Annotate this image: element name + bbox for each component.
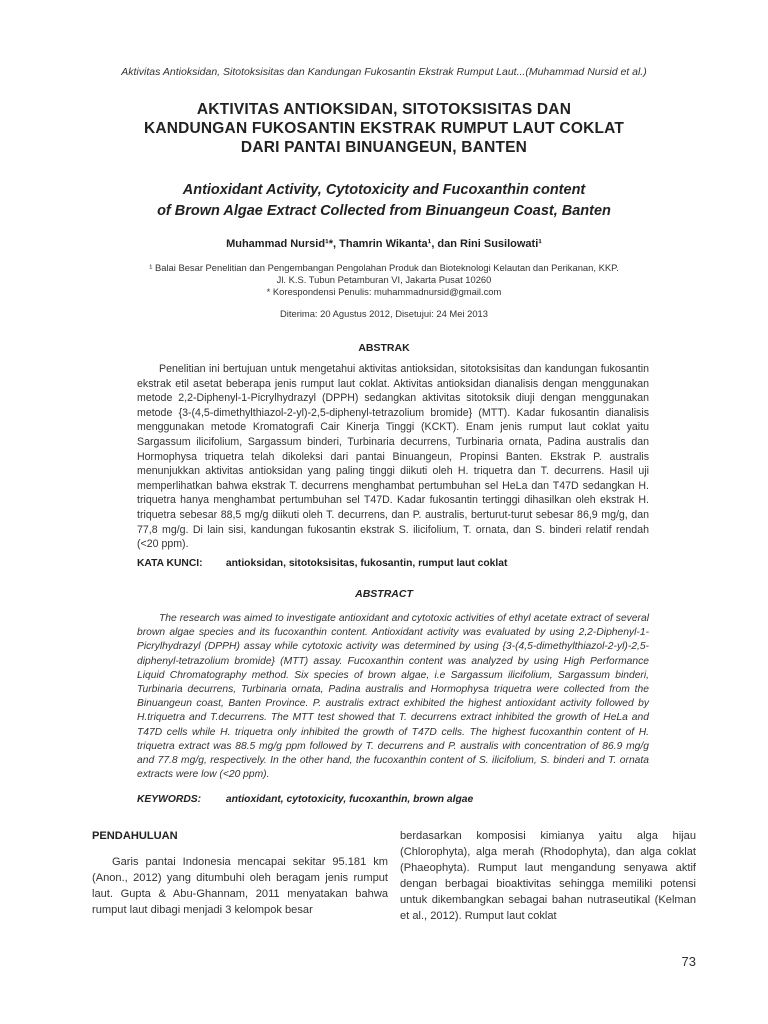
keywords-value: antioxidant, cytotoxicity, fucoxanthin, brown algae xyxy=(225,794,474,805)
affiliation-line: * Korespondensi Penulis: muhammadnursid@gmail.com xyxy=(266,286,502,297)
affiliation xyxy=(60,262,708,298)
intro-right-column xyxy=(400,828,696,924)
title-english xyxy=(60,180,708,222)
keywords-label: KEYWORDS: xyxy=(137,794,202,805)
abstract-body xyxy=(137,612,649,782)
title-id-line: AKTIVITAS ANTIOKSIDAN, SITOTOKSISITAS DAN xyxy=(196,101,572,118)
keywords xyxy=(137,794,473,805)
intro-left-column xyxy=(92,828,388,918)
running-head: Aktivitas Antioksidan, Sitotoksisitas dan Kandungan Fukosantin Ekstrak Rumput Laut...(Muhammad Nursid et al.) xyxy=(121,66,647,78)
intro-heading: PENDAHULUAN xyxy=(92,830,178,842)
title-id-line: KANDUNGAN FUKOSANTIN EKSTRAK RUMPUT LAUT COKLAT xyxy=(143,120,625,137)
abstrak-heading: ABSTRAK xyxy=(358,342,410,354)
abstrak-body xyxy=(137,362,649,552)
abstract-heading: ABSTRACT xyxy=(355,588,413,600)
intro-paragraph-continued: berdasarkan komposisi kimianya yaitu alga hijau (Chlorophyta), alga merah (Rhodophyta), dan alga coklat (Phaeophyta). Rumput laut mengandung senyawa aktif dengan berbagai bioaktivitas sehingga memiliki potensi untuk dikembangkan sebagai bahan nutraseutikal (Kelman et al., 2012). Rumput laut coklat xyxy=(400,830,696,922)
authors: Muhammad Nursid¹*, Thamrin Wikanta¹, dan Rini Susilowati¹ xyxy=(226,238,542,250)
title-id-line: DARI PANTAI BINUANGEUN, BANTEN xyxy=(240,139,528,156)
received-dates: Diterima: 20 Agustus 2012, Disetujui: 24 Mei 2013 xyxy=(280,308,488,319)
page-number: 73 xyxy=(681,954,696,969)
affiliation-line: ¹ Balai Besar Penelitian dan Pengembangan Pengolahan Produk dan Bioteknologi Kelautan dan Perikanan, KKP. xyxy=(149,262,619,273)
title-indonesian xyxy=(60,100,708,157)
affiliation-line: Jl. K.S. Tubun Petamburan VI, Jakarta Pusat 10260 xyxy=(276,274,492,285)
title-en-line: Antioxidant Activity, Cytotoxicity and Fucoxanthin content xyxy=(182,182,586,198)
title-en-line: of Brown Algae Extract Collected from Binuangeun Coast, Banten xyxy=(157,203,611,219)
kata-kunci-label: KATA KUNCI: xyxy=(137,558,203,569)
abstract-text: The research was aimed to investigate antioxidant and cytotoxic activities of ethyl acetate extract of several brown algae species and its fucoxanthin content. Antioxidant activity was evaluated by using 2,2-Diphenyl-1-Picrylhydrazyl (DPPH) assay while cytotoxic activity was determined by using {3-(4,5-dimethylthiazol-2-yl)-2,5-diphenyl-tetrazolium bromide} (MTT) assay. Fucoxanthin content was analyzed by using High Performance Liquid Chromatography method. Six species of brown algae, i.e Sargassum ilicifolium, Sargassum binderi, Turbinaria decurrens, Turbinaria ornata, Padina australis and Hormophysa triquetra were collected from the Binuangeun coast, Banten Province. P. australis extract exhibited the highest antioxidant activity followed by H.triquetra and T.decurrens. The MTT test showed that T. decurrens extract inhibited the growth of HeLa and T47D cells while H. triquetra only inhibited the growth of T47D cells. The highest fucoxanthin content of H. triquetra extract was 88.5 mg/g ppm followed by T. decurrens and P. australis with concentration of 86.9 mg/g and 77.8 mg/g, respectively. In the other hand, the fucoxanthin content of S. ilicifolium, S. binderi and T. ornata extracts were low (<20 ppm). xyxy=(137,613,649,781)
abstrak-text: Penelitian ini bertujuan untuk mengetahui aktivitas antioksidan, sitotoksisitas dan kandungan fukosantin ekstrak etil asetat beberapa jenis rumput laut coklat. Aktivitas antioksidan dianalisis dengan menggunakan metode 2,2-Diphenyl-1-Picrylhydrazyl (DPPH) sedangkan aktivitas sitotoksik diuji dengan menggunakan metode {3-(4,5-dimethylthiazol-2-yl)-2,5-diphenyl-tetrazolium bromide} (MTT). Kadar fukosantin dianalisis menggunakan metode Kromatografi Cair Kinerja Tinggi (KCKT). Enam jenis rumput laut coklat yaitu Sargassum ilicifolium, Sargassum binderi, Turbinaria decurrens, Turbinaria ornata, Padina australis dan Hormophysa triquetra telah dikoleksi dari pantai Binuangeun, Propinsi Banten. Ekstrak P. australis menunjukkan aktivitas antioksidan yang paling tinggi diikuti oleh H. triquetra dan T. decurrens. Hasil uji memperlihatkan bahwa ekstrak T. decurrens menghambat pertumbuhan sel HeLa dan T47D sedangkan H. triquetra hanya menghambat pertumbuhan sel T47D. Kadar fukosantin tertinggi dihasilkan oleh ekstrak H. triquetra sebesar 88,5 mg/g diikuti oleh T. decurrens, dan P. australis, berturut-turut sebesar 86,9 mg/g, dan 77,8 mg/g. Di lain sisi, kandungan fukosantin ekstrak S. ilicifolium, T. ornata, dan S. binderi relatif rendah (<20 ppm). xyxy=(137,363,649,551)
intro-paragraph: Garis pantai Indonesia mencapai sekitar 95.181 km (Anon., 2012) yang ditumbuhi oleh beragam jenis rumput laut. Gupta & Abu-Ghannam, 2011 menyatakan bahwa rumput laut dibagi menjadi 3 kelompok besar xyxy=(92,856,388,916)
kata-kunci xyxy=(137,558,507,569)
kata-kunci-value: antioksidan, sitotoksisitas, fukosantin, rumput laut coklat xyxy=(225,558,508,569)
